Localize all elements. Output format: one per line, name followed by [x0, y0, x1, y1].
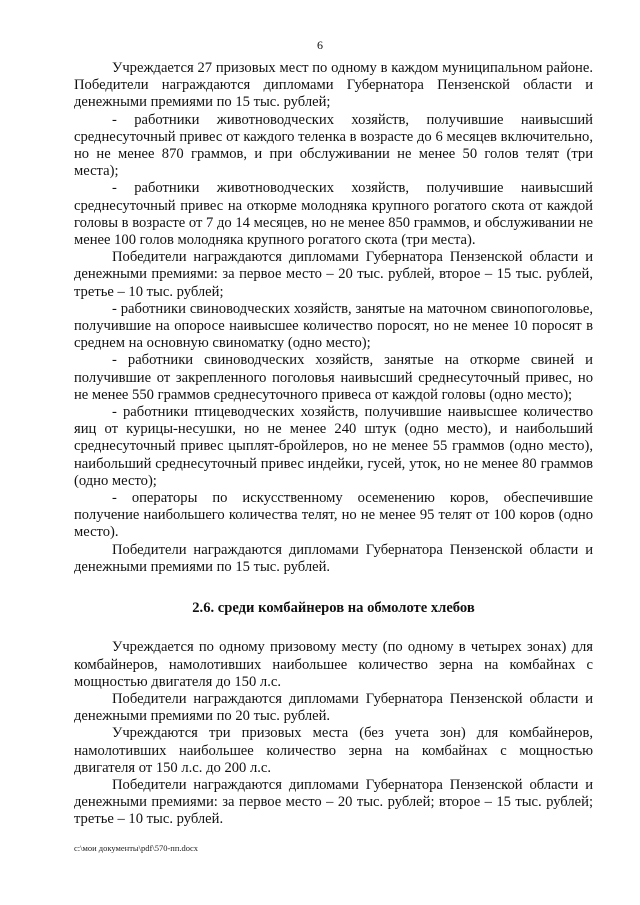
- paragraph: Учреждается 27 призовых мест по одному в каждом муниципальном районе. Победители награждаются дипломами Губернатора Пензенской области и денежными премиями по 15 тыс. рублей;: [74, 60, 593, 111]
- paragraph: Победители награждаются дипломами Губернатора Пензенской области и денежными премиями: за первое место – 20 тыс. рублей; второе – 15 тыс. рублей; третье – 10 тыс. рублей.: [74, 776, 593, 828]
- paragraph: Победители награждаются дипломами Губернатора Пензенской области и денежными премиями по 20 тыс. рублей.: [74, 690, 593, 725]
- paragraph: - операторы по искусственному осеменению коров, обеспечившие получение наибольшего количества телят, но не менее 95 телят от 100 коров (одно место).: [74, 490, 593, 541]
- document-body: [74, 60, 593, 829]
- paragraph: Учреждаются три призовых места (без учета зон) для комбайнеров, намолотивших наибольшее количество зерна на комбайнах с мощностью двигателя от 150 л.с. до 200 л.с.: [74, 725, 593, 776]
- paragraph: - работники животноводческих хозяйств, получившие наивысший среднесуточный привес на откорме молодняка крупного рогатого скота от каждой головы в возрасте от 7 до 14 месяцев, но не менее 850 граммов, и обслуживании не менее 100 голов молодняка крупного рогатого скота (три места).: [74, 180, 593, 249]
- paragraph: Победители награждаются дипломами Губернатора Пензенской области и денежными премиями по 15 тыс. рублей.: [74, 541, 593, 575]
- paragraph: - работники свиноводческих хозяйств, занятые на маточном свинопоголовье, получившие на опоросе наивысшее количество поросят, но не менее 10 поросят в среднем на основную свиноматку (одно место);: [74, 300, 593, 352]
- paragraph: - работники свиноводческих хозяйств, занятые на откорме свиней и получившие от закрепленного поголовья наивысший среднесуточный привес, но не менее 550 граммов среднесуточного привеса от каждой головы (одно место);: [74, 352, 593, 403]
- footer-file-path: c:\мои документы\pdf\570-пп.docx: [74, 843, 199, 853]
- paragraph: - работники птицеводческих хозяйств, получившие наивысшее количество яиц от курицы-несушки, но не менее 240 штук (одно место), и наибольший среднесуточный привес цыплят-бройлеров, но не менее 55 граммов (одно место), наибольший среднесуточный привес индейки, гусей, уток, но не менее 80 граммов (одно место);: [74, 404, 593, 489]
- paragraph: Учреждается по одному призовому месту (по одному в четырех зонах) для комбайнеров, намолотивших наибольшее количество зерна на комбайнах с мощностью двигателя до 150 л.с.: [74, 639, 593, 690]
- paragraph: - работники животноводческих хозяйств, получившие наивысший среднесуточный привес от каждого теленка в возрасте до 6 месяцев включительно, но не менее 870 граммов, и при обслуживании не менее 50 голов телят (три места);: [74, 111, 593, 180]
- paragraph: Победители награждаются дипломами Губернатора Пензенской области и денежными премиями: за первое место – 20 тыс. рублей, второе – 15 тыс. рублей, третье – 10 тыс. рублей;: [74, 249, 593, 300]
- section-heading: 2.6. среди комбайнеров на обмолоте хлебов: [192, 600, 475, 617]
- page-number: 6: [317, 38, 323, 52]
